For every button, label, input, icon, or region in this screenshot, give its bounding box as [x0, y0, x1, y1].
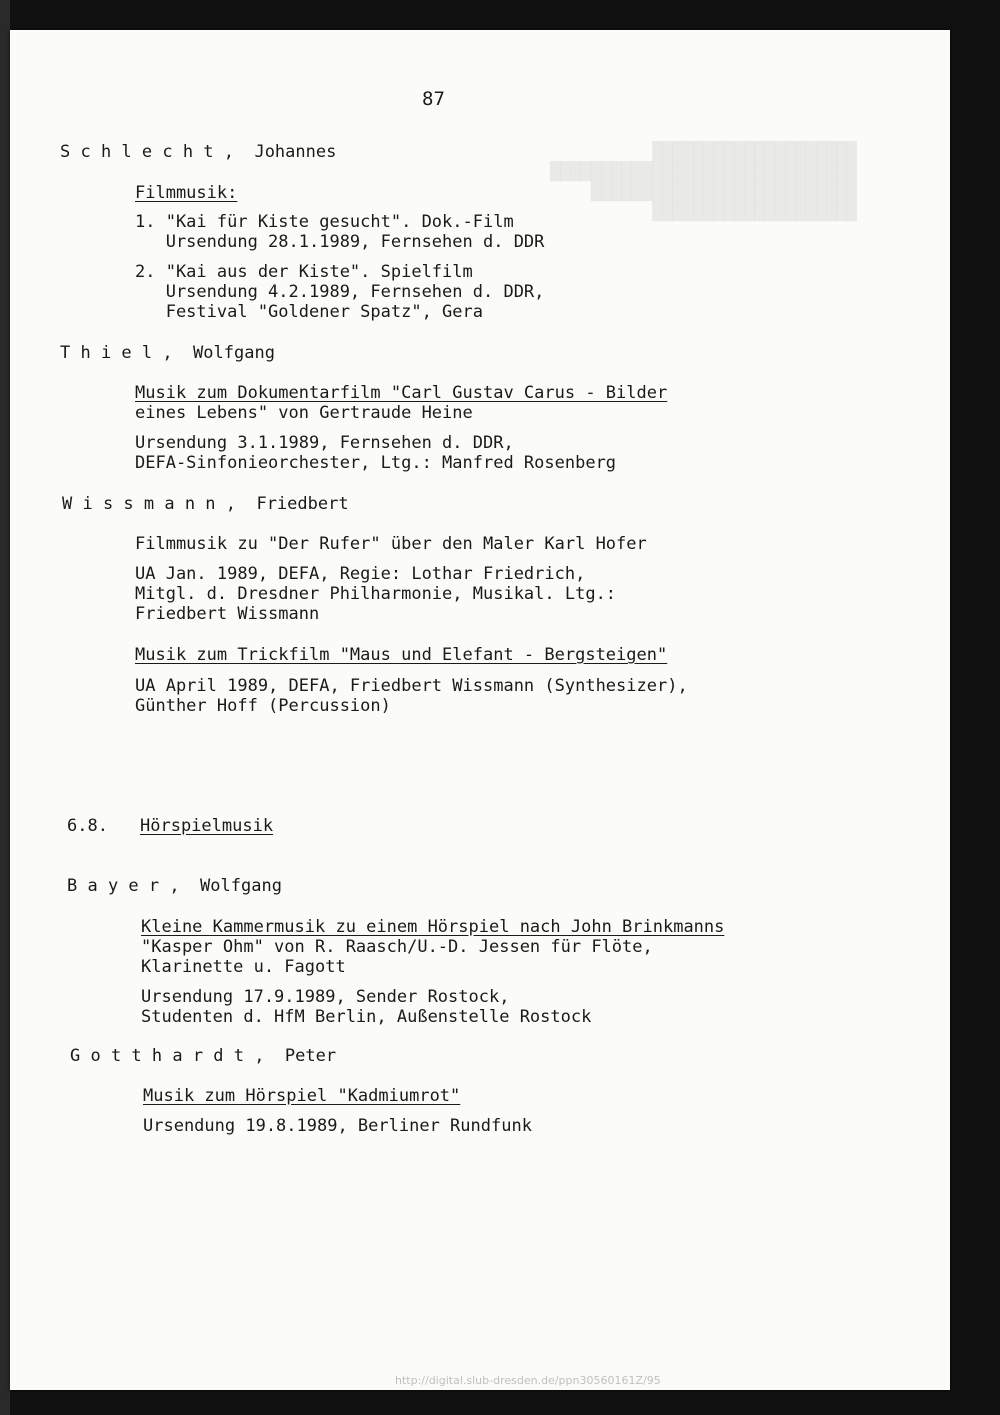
broadcast-info: Ursendung 17.9.1989, Sender Rostock, — [141, 987, 510, 1007]
festival-info: Festival "Goldener Spatz", Gera — [135, 302, 483, 322]
work-title-der-rufer: Filmmusik zu "Der Rufer" über den Maler Karl Hofer — [135, 534, 647, 554]
work-title-line: eines Lebens" von Gertraude Heine — [135, 403, 473, 423]
work-title-maus-elefant: Musik zum Trickfilm "Maus und Elefant - Bergsteigen" — [135, 645, 668, 665]
film-title-kai-aus-kiste: 2. "Kai aus der Kiste". Spielfilm — [135, 262, 473, 282]
performer-info: Friedbert Wissmann — [135, 604, 320, 624]
instrumentation: Klarinette u. Fagott — [141, 957, 346, 977]
work-title-line: Musik zum Dokumentarfilm "Carl Gustav Carus - Bilder — [135, 383, 668, 403]
film-title-text: 1. "Kai für Kiste gesucht". Dok.-Film — [135, 212, 514, 232]
source-url-watermark: http://digital.slub-dresden.de/ppn30560161Z/95 — [395, 1374, 661, 1387]
broadcast-info: Ursendung 4.2.1989, Fernsehen d. DDR, — [135, 282, 545, 302]
performer-info: DEFA-Sinfonieorchester, Ltg.: Manfred Rosenberg — [135, 453, 617, 473]
work-title-kadmiumrot: Musik zum Hörspiel "Kadmiumrot" — [143, 1086, 461, 1106]
work-title-line: Kleine Kammermusik zu einem Hörspiel nach John Brinkmanns — [141, 917, 725, 937]
composer-name-gotthardt: G o t t h a r d t , Peter — [70, 1046, 337, 1066]
performer-info: Mitgl. d. Dresdner Philharmonie, Musikal. Ltg.: — [135, 584, 617, 604]
film-title-kai-fuer-kiste — [135, 212, 514, 232]
broadcast-info: Ursendung 19.8.1989, Berliner Rundfunk — [143, 1116, 532, 1136]
document-page — [10, 30, 950, 1390]
composer-name-bayer: B a y e r , Wolfgang — [67, 876, 282, 896]
show-through-texture: ████████████████████ ██████████████████████████████ ██████████████████████████ ████████████████████ — [550, 142, 858, 222]
broadcast-info: Ursendung 28.1.1989, Fernsehen d. DDR — [135, 232, 545, 252]
composer-name-wissmann: W i s s m a n n , Friedbert — [62, 494, 349, 514]
performer-info: Günther Hoff (Percussion) — [135, 696, 391, 716]
premiere-info: UA April 1989, DEFA, Friedbert Wissmann (Synthesizer), — [135, 676, 688, 696]
composer-name-thiel: T h i e l , Wolfgang — [60, 343, 275, 363]
work-title-line: "Kasper Ohm" von R. Raasch/U.-D. Jessen für Flöte, — [141, 937, 653, 957]
scan-left-edge — [0, 0, 10, 1415]
premiere-info: UA Jan. 1989, DEFA, Regie: Lothar Friedrich, — [135, 564, 586, 584]
section-label-filmmusik: Filmmusik: — [135, 183, 238, 203]
broadcast-info: Ursendung 3.1.1989, Fernsehen d. DDR, — [135, 433, 514, 453]
composer-name-schlecht: S c h l e c h t , Johannes — [60, 142, 337, 162]
section-number: 6.8. — [67, 816, 108, 836]
section-title: Hörspielmusik — [140, 816, 274, 836]
page-number: 87 — [422, 88, 445, 110]
performer-info: Studenten d. HfM Berlin, Außenstelle Rostock — [141, 1007, 592, 1027]
